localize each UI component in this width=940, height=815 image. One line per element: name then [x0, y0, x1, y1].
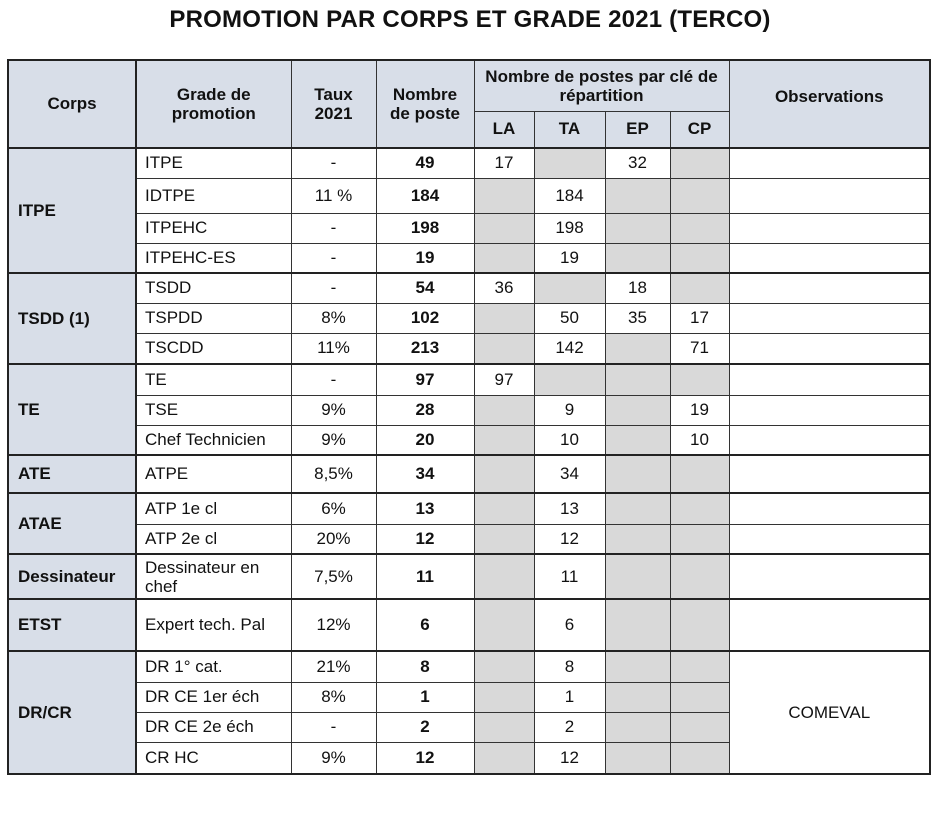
taux-cell: 8% [291, 303, 376, 333]
ep-cell [605, 364, 670, 395]
nombre-cell: 13 [376, 493, 474, 524]
la-cell [474, 243, 534, 273]
la-cell [474, 742, 534, 774]
la-cell [474, 493, 534, 524]
header-cp: CP [670, 111, 729, 148]
ta-cell: 2 [534, 712, 605, 742]
nombre-cell: 2 [376, 712, 474, 742]
ep-cell [605, 455, 670, 493]
la-cell: 36 [474, 273, 534, 303]
ta-cell: 34 [534, 455, 605, 493]
cp-cell [670, 493, 729, 524]
ep-cell [605, 493, 670, 524]
taux-cell: 20% [291, 524, 376, 554]
taux-cell: - [291, 273, 376, 303]
observation-cell [729, 178, 930, 213]
corps-cell: ETST [8, 599, 136, 651]
table-row [8, 554, 930, 599]
la-cell [474, 599, 534, 651]
observation-cell [729, 493, 930, 524]
cp-cell [670, 524, 729, 554]
cp-cell [670, 651, 729, 682]
ep-cell: 35 [605, 303, 670, 333]
taux-cell: 8% [291, 682, 376, 712]
grade-cell: Chef Technicien [136, 425, 291, 455]
la-cell [474, 303, 534, 333]
cp-cell [670, 742, 729, 774]
table-row [8, 213, 930, 243]
ep-cell [605, 213, 670, 243]
header-grade: Grade de promotion [136, 60, 291, 148]
ta-cell: 50 [534, 303, 605, 333]
observation-cell [729, 599, 930, 651]
promotion-table-container [7, 59, 931, 775]
ep-cell: 18 [605, 273, 670, 303]
cp-cell [670, 364, 729, 395]
cp-cell [670, 148, 729, 178]
cp-cell [670, 273, 729, 303]
ta-cell: 11 [534, 554, 605, 599]
observation-cell [729, 524, 930, 554]
table-row [8, 178, 930, 213]
taux-cell: 12% [291, 599, 376, 651]
grade-cell: DR 1° cat. [136, 651, 291, 682]
grade-cell: TSPDD [136, 303, 291, 333]
ep-cell [605, 599, 670, 651]
taux-cell: 7,5% [291, 554, 376, 599]
cp-cell [670, 455, 729, 493]
cp-cell: 19 [670, 395, 729, 425]
grade-cell: ATP 2e cl [136, 524, 291, 554]
ta-cell [534, 273, 605, 303]
observation-cell [729, 395, 930, 425]
grade-cell: Dessinateur en chef [136, 554, 291, 599]
nombre-cell: 12 [376, 742, 474, 774]
grade-cell: ATP 1e cl [136, 493, 291, 524]
nombre-cell: 49 [376, 148, 474, 178]
grade-cell: CR HC [136, 742, 291, 774]
corps-cell: ITPE [8, 148, 136, 273]
nombre-cell: 34 [376, 455, 474, 493]
table-row [8, 455, 930, 493]
nombre-cell: 20 [376, 425, 474, 455]
nombre-cell: 11 [376, 554, 474, 599]
taux-cell: - [291, 243, 376, 273]
nombre-cell: 6 [376, 599, 474, 651]
ep-cell [605, 651, 670, 682]
ta-cell: 6 [534, 599, 605, 651]
la-cell [474, 455, 534, 493]
observation-cell [729, 425, 930, 455]
ep-cell [605, 425, 670, 455]
ta-cell: 10 [534, 425, 605, 455]
taux-cell: 8,5% [291, 455, 376, 493]
table-row [8, 425, 930, 455]
header-nombre: Nombre de poste [376, 60, 474, 148]
observation-cell [729, 554, 930, 599]
corps-cell: Dessinateur [8, 554, 136, 599]
ep-cell: 32 [605, 148, 670, 178]
observation-cell [729, 148, 930, 178]
la-cell [474, 178, 534, 213]
table-row [8, 243, 930, 273]
ta-cell: 12 [534, 742, 605, 774]
observation-cell [729, 213, 930, 243]
ep-cell [605, 178, 670, 213]
corps-cell: DR/CR [8, 651, 136, 774]
taux-cell: 9% [291, 425, 376, 455]
table-row [8, 493, 930, 524]
taux-cell: 21% [291, 651, 376, 682]
ta-cell: 9 [534, 395, 605, 425]
ep-cell [605, 742, 670, 774]
nombre-cell: 213 [376, 333, 474, 364]
taux-cell: - [291, 148, 376, 178]
table-row [8, 364, 930, 395]
taux-cell: - [291, 364, 376, 395]
la-cell [474, 333, 534, 364]
cp-cell [670, 682, 729, 712]
grade-cell: DR CE 2e éch [136, 712, 291, 742]
ta-cell: 13 [534, 493, 605, 524]
observation-cell: COMEVAL [729, 651, 930, 774]
grade-cell: TSDD [136, 273, 291, 303]
nombre-cell: 97 [376, 364, 474, 395]
table-row [8, 273, 930, 303]
ep-cell [605, 243, 670, 273]
header-ep: EP [605, 111, 670, 148]
la-cell [474, 712, 534, 742]
ep-cell [605, 395, 670, 425]
table-row [8, 599, 930, 651]
nombre-cell: 28 [376, 395, 474, 425]
table-row [8, 303, 930, 333]
cp-cell: 10 [670, 425, 729, 455]
grade-cell: IDTPE [136, 178, 291, 213]
grade-cell: ITPEHC-ES [136, 243, 291, 273]
table-row [8, 333, 930, 364]
taux-cell: 9% [291, 395, 376, 425]
page-title: PROMOTION PAR CORPS ET GRADE 2021 (TERCO) [169, 6, 771, 33]
header-la: LA [474, 111, 534, 148]
ta-cell: 198 [534, 213, 605, 243]
grade-cell: Expert tech. Pal [136, 599, 291, 651]
taux-cell: - [291, 213, 376, 243]
table-body [8, 148, 930, 774]
ta-cell [534, 148, 605, 178]
la-cell [474, 682, 534, 712]
observation-cell [729, 455, 930, 493]
ta-cell: 184 [534, 178, 605, 213]
cp-cell: 17 [670, 303, 729, 333]
taux-cell: 9% [291, 742, 376, 774]
taux-cell: 6% [291, 493, 376, 524]
nombre-cell: 184 [376, 178, 474, 213]
promotion-table [7, 59, 931, 775]
cp-cell [670, 712, 729, 742]
la-cell [474, 651, 534, 682]
taux-cell: 11 % [291, 178, 376, 213]
ep-cell [605, 712, 670, 742]
ep-cell [605, 333, 670, 364]
la-cell: 17 [474, 148, 534, 178]
la-cell [474, 213, 534, 243]
ta-cell: 1 [534, 682, 605, 712]
grade-cell: ATPE [136, 455, 291, 493]
table-row [8, 395, 930, 425]
header-observations: Observations [729, 60, 930, 148]
header-corps: Corps [8, 60, 136, 148]
ta-cell: 142 [534, 333, 605, 364]
observation-cell [729, 333, 930, 364]
observation-cell [729, 303, 930, 333]
header-ta: TA [534, 111, 605, 148]
grade-cell: ITPEHC [136, 213, 291, 243]
ta-cell: 19 [534, 243, 605, 273]
cp-cell [670, 178, 729, 213]
cp-cell [670, 213, 729, 243]
grade-cell: DR CE 1er éch [136, 682, 291, 712]
nombre-cell: 54 [376, 273, 474, 303]
nombre-cell: 102 [376, 303, 474, 333]
observation-cell [729, 243, 930, 273]
observation-cell [729, 273, 930, 303]
grade-cell: ITPE [136, 148, 291, 178]
cp-cell [670, 599, 729, 651]
cp-cell [670, 554, 729, 599]
ep-cell [605, 554, 670, 599]
taux-cell: - [291, 712, 376, 742]
cp-cell [670, 243, 729, 273]
corps-cell: ATE [8, 455, 136, 493]
corps-cell: ATAE [8, 493, 136, 554]
nombre-cell: 8 [376, 651, 474, 682]
header-taux: Taux 2021 [291, 60, 376, 148]
la-cell [474, 425, 534, 455]
nombre-cell: 1 [376, 682, 474, 712]
header-repartition: Nombre de postes par clé de répartition [474, 60, 729, 111]
grade-cell: TSE [136, 395, 291, 425]
table-row [8, 148, 930, 178]
la-cell [474, 524, 534, 554]
ta-cell [534, 364, 605, 395]
nombre-cell: 19 [376, 243, 474, 273]
nombre-cell: 198 [376, 213, 474, 243]
observation-cell [729, 364, 930, 395]
table-row [8, 651, 930, 682]
ep-cell [605, 682, 670, 712]
grade-cell: TSCDD [136, 333, 291, 364]
cp-cell: 71 [670, 333, 729, 364]
table-row [8, 524, 930, 554]
ta-cell: 12 [534, 524, 605, 554]
ep-cell [605, 524, 670, 554]
ta-cell: 8 [534, 651, 605, 682]
la-cell [474, 395, 534, 425]
taux-cell: 11% [291, 333, 376, 364]
la-cell [474, 554, 534, 599]
corps-cell: TE [8, 364, 136, 455]
grade-cell: TE [136, 364, 291, 395]
la-cell: 97 [474, 364, 534, 395]
nombre-cell: 12 [376, 524, 474, 554]
corps-cell: TSDD (1) [8, 273, 136, 364]
